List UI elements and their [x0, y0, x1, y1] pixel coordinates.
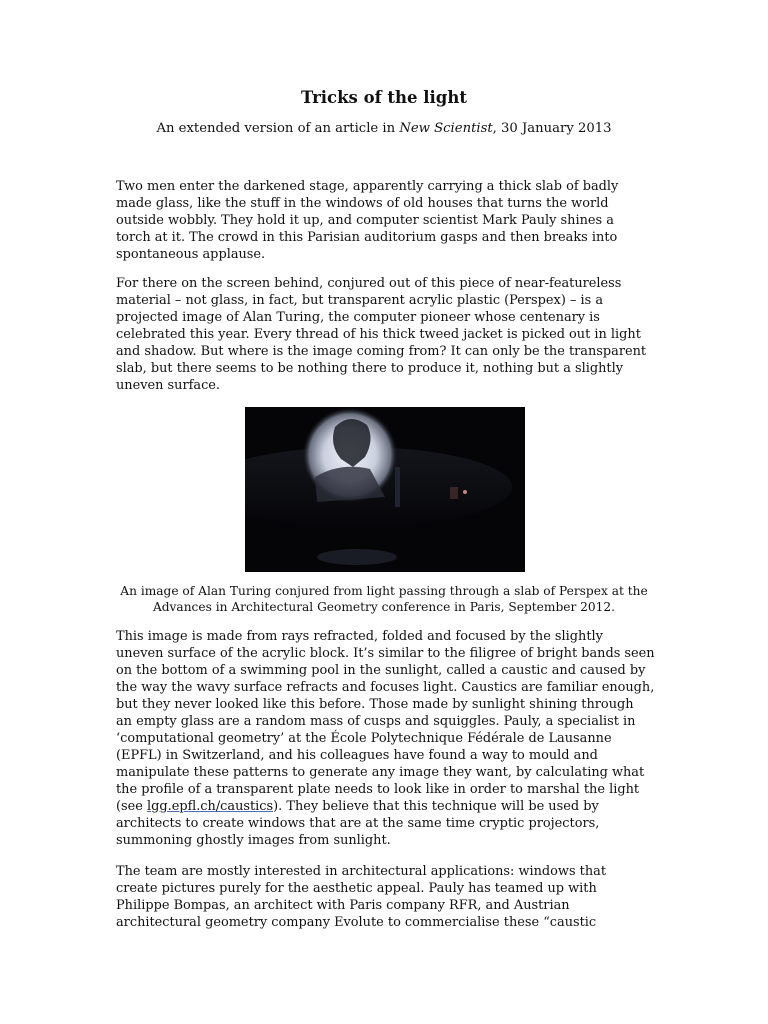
- text-line: an empty glass are a random mass of cusps and squiggles. Pauly, a specialist in: [116, 714, 636, 729]
- subtitle-date: , 30 January 2013: [492, 121, 612, 136]
- text-line: the way the wavy surface refracts and focuses light. Caustics are familiar enough,: [116, 680, 655, 695]
- text-line: and shadow. But where is the image coming from? It can only be the transparent: [116, 344, 647, 359]
- article-title: Tricks of the light: [301, 88, 467, 107]
- text-line: torch at it. The crowd in this Parisian auditorium gasps and then breaks into: [116, 230, 618, 245]
- text-line: made glass, like the stuff in the windows of old houses that turns the world: [116, 196, 609, 211]
- text-line: projected image of Alan Turing, the computer pioneer whose centenary is: [116, 310, 600, 325]
- turing-caustic-photo: [245, 407, 525, 572]
- text-line: slab, but there seems to be nothing there to produce it, nothing but a slightly: [116, 361, 623, 376]
- text-line: (EPFL) in Switzerland, and his colleagues have found a way to mould and: [116, 748, 598, 763]
- paragraph-1: [116, 178, 626, 263]
- text-line: spontaneous applause.: [116, 247, 266, 262]
- text-line: the profile of a transparent plate needs to look like in order to marshal the light: [116, 782, 640, 797]
- caustics-link[interactable]: lgg.epfl.ch/caustics: [147, 799, 274, 814]
- caption-line: Advances in Architectural Geometry conference in Paris, September 2012.: [152, 600, 616, 614]
- text-line: The team are mostly interested in architectural applications: windows that: [116, 864, 607, 879]
- text-line: architects to create windows that are at the same time cryptic projectors,: [116, 816, 600, 831]
- paragraph-3: [116, 628, 655, 849]
- photo-illustration: [245, 407, 525, 572]
- subtitle-prefix: An extended version of an article in: [156, 121, 400, 136]
- article-subtitle: [0, 120, 768, 138]
- text-line: but they never looked like this before. Those made by sunlight shining through: [116, 697, 634, 712]
- text-line: uneven surface of the acrylic block. It’s similar to the filigree of bright bands seen: [116, 646, 655, 661]
- text-line: create pictures purely for the aesthetic appeal. Pauly has teamed up with: [116, 881, 597, 896]
- text-line: outside wobbly. They hold it up, and computer scientist Mark Pauly shines a: [116, 213, 614, 228]
- text-line: Philippe Bompas, an architect with Paris company RFR, and Austrian: [116, 898, 570, 913]
- photo-caption: [96, 583, 672, 615]
- publication-name: New Scientist: [399, 121, 493, 136]
- text-line: ‘computational geometry’ at the École Polytechnique Fédérale de Lausanne: [116, 731, 612, 746]
- text-line: [116, 798, 626, 815]
- paragraph-2: [116, 275, 647, 394]
- text-line: Two men enter the darkened stage, apparently carrying a thick slab of badly: [116, 179, 619, 194]
- text-line: uneven surface.: [116, 378, 221, 393]
- text-line: This image is made from rays refracted, folded and focused by the slightly: [116, 629, 603, 644]
- text-line: summoning ghostly images from sunlight.: [116, 833, 391, 848]
- link-prefix: (see: [116, 799, 147, 814]
- text-line: on the bottom of a swimming pool in the sunlight, called a caustic and caused by: [116, 663, 646, 678]
- text-line: manipulate these patterns to generate any image they want, by calculating what: [116, 765, 645, 780]
- text-line: celebrated this year. Every thread of his thick tweed jacket is picked out in light: [116, 327, 641, 342]
- paragraph-4: [116, 863, 626, 931]
- text-line: For there on the screen behind, conjured out of this piece of near-featureless: [116, 276, 622, 291]
- caption-line: An image of Alan Turing conjured from light passing through a slab of Perspex at the: [120, 584, 648, 598]
- text-line: architectural geometry company Evolute to commercialise these “caustic: [116, 915, 597, 930]
- text-line: material – not glass, in fact, but transparent acrylic plastic (Perspex) – is a: [116, 293, 604, 308]
- link-suffix: ). They believe that this technique will be used by: [273, 799, 599, 814]
